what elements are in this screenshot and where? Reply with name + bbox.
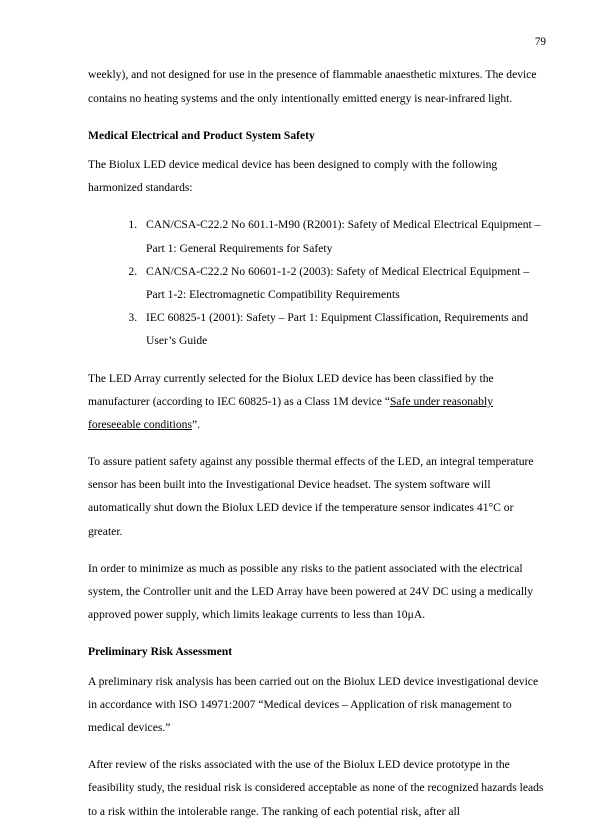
section-heading-electrical-safety: Medical Electrical and Product System Safety bbox=[88, 128, 315, 142]
page-number: 79 bbox=[534, 36, 546, 48]
classification-text-underlined: Safe under reasonably foreseeable conditions bbox=[88, 394, 493, 431]
section-heading-risk-assessment: Preliminary Risk Assessment bbox=[88, 645, 233, 659]
standards-list bbox=[88, 213, 548, 352]
paragraph-residual-risk: After review of the risks associated with the use of the Biolux LED device prototype in the feasibility study, the residual risk is considered acceptable as none of the recognized hazards leads to a risk within the intolerable range. The ranking of each potential risk, after all bbox=[88, 758, 544, 818]
list-item: 3. IEC 60825-1 (2001): Safety – Part 1: Equipment Classification, Requirements and User’s Guide bbox=[140, 306, 548, 352]
paragraph-thermal-safety: To assure patient safety against any possible thermal effects of the LED, an integral temperature sensor has been built into the Investigational Device headset. The system software will automatically shut down the Biolux LED device if the temperature sensor indicates 41°C or greater. bbox=[88, 455, 534, 538]
classification-text-post: ”. bbox=[191, 417, 201, 431]
list-item: 1. CAN/CSA-C22.2 No 601.1-M90 (R2001): Safety of Medical Electrical Equipment – Part 1: General Requirements for Safety bbox=[140, 213, 548, 259]
classification-text-pre: The LED Array currently selected for the Biolux LED device has been classified by the manufacturer (according to IEC 60825-1) as a Class 1M device “ bbox=[88, 371, 494, 408]
paragraph-standards-intro: The Biolux LED device medical device has been designed to comply with the following harmonized standards: bbox=[88, 158, 498, 195]
paragraph-intro: weekly), and not designed for use in the presence of flammable anaesthetic mixtures. The device contains no heating systems and the only intentionally emitted energy is near-infrared light. bbox=[88, 68, 537, 105]
paragraph-risk-analysis: A preliminary risk analysis has been carried out on the Biolux LED device investigational device in accordance with ISO 14971:2007 “Medical devices – Application of risk management to medical devices.” bbox=[88, 674, 539, 734]
paragraph-electrical-risk: In order to minimize as much as possible any risks to the patient associated with the electrical system, the Controller unit and the LED Array have been powered at 24V DC using a medically approved power supply, which limits leakage currents to less than 10μA. bbox=[88, 561, 534, 622]
paragraph-led-classification bbox=[88, 367, 548, 437]
list-item: 2. CAN/CSA-C22.2 No 60601-1-2 (2003): Safety of Medical Electrical Equipment – Part 1-2: Electromagnetic Compatibility Requirements bbox=[140, 260, 548, 306]
